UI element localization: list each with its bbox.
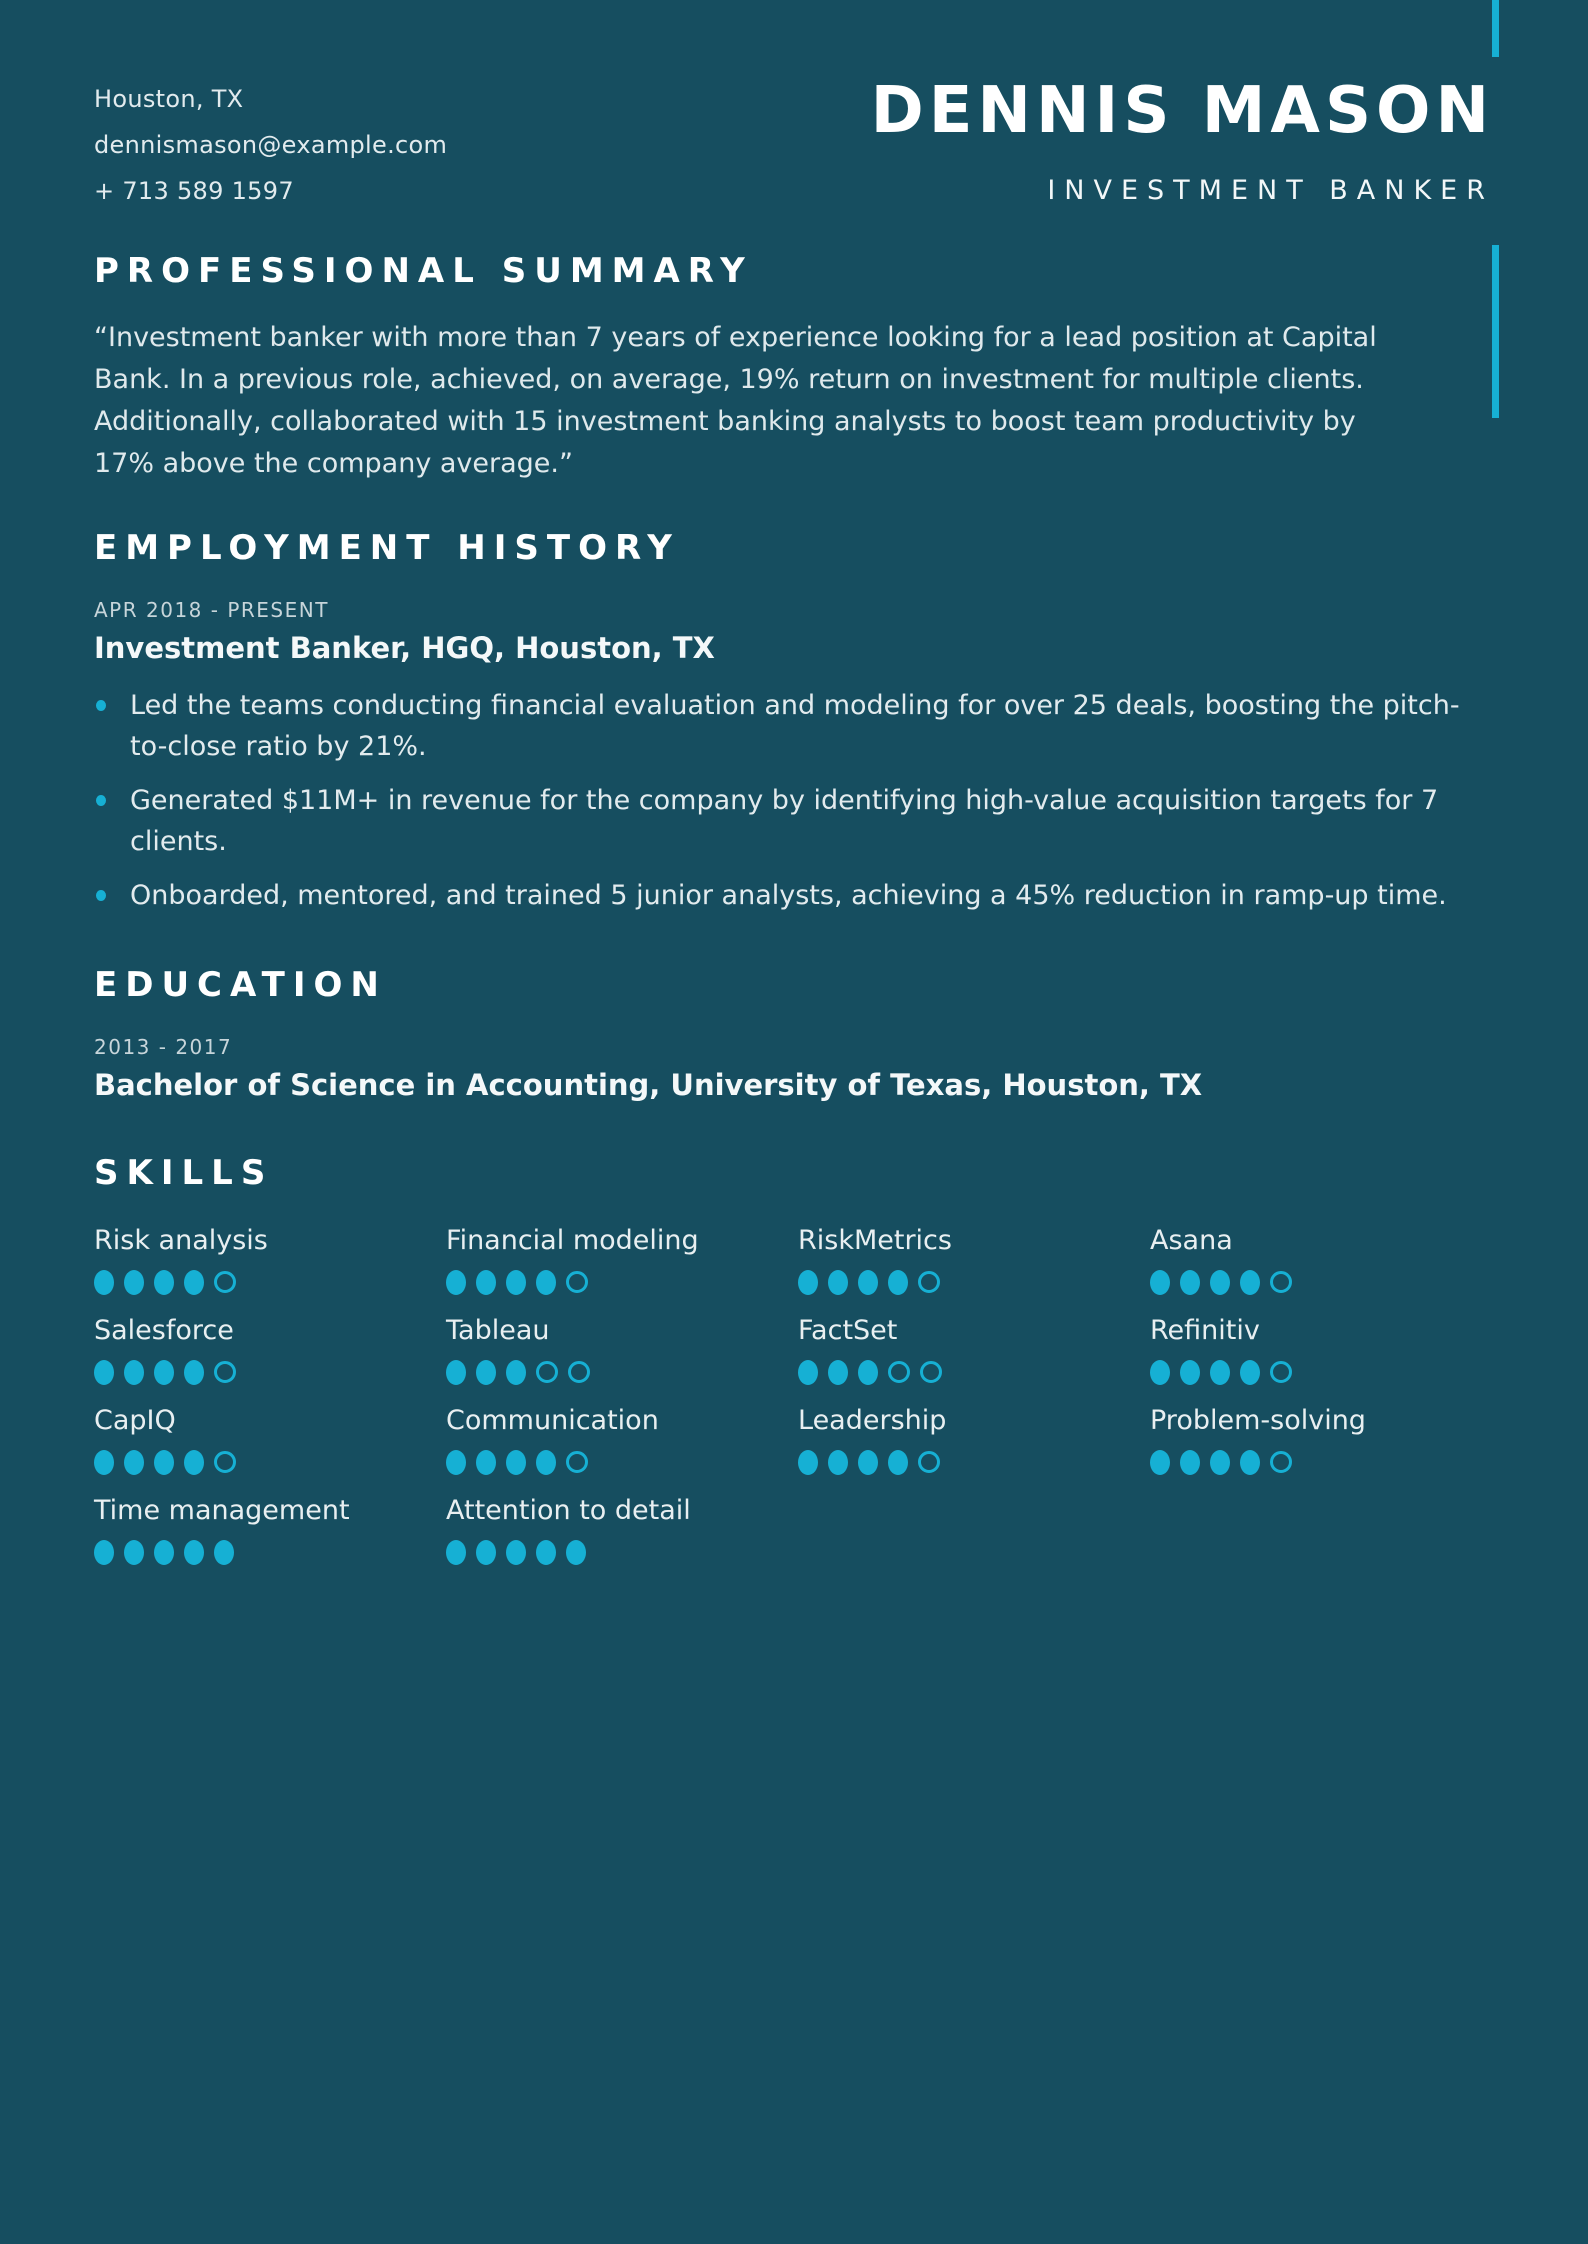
skill-name: FactSet	[798, 1315, 898, 1347]
skill-dot-filled-icon	[828, 1270, 848, 1295]
job-dates: APR 2018 - PRESENT	[94, 598, 329, 623]
skill-dot-empty-icon	[1270, 1451, 1292, 1473]
skill-name: RiskMetrics	[798, 1225, 952, 1257]
skill-dot-filled-icon	[476, 1360, 496, 1385]
skill-dot-empty-icon	[568, 1361, 590, 1383]
skill-dot-filled-icon	[1150, 1270, 1170, 1295]
summary-heading: PROFESSIONAL SUMMARY	[94, 251, 753, 291]
skill-rating	[94, 1539, 446, 1565]
skill-dot-filled-icon	[94, 1270, 114, 1295]
skill-dot-filled-icon	[506, 1360, 526, 1385]
skill-rating	[1150, 1449, 1502, 1475]
education-heading: EDUCATION	[94, 965, 387, 1006]
accent-line-top	[1492, 0, 1499, 57]
education-dates: 2013 - 2017	[94, 1035, 233, 1060]
skill-item	[446, 1405, 798, 1475]
skill-item	[1150, 1405, 1502, 1475]
education-list	[94, 1035, 1494, 1102]
job-bullets	[94, 685, 1494, 916]
education-section	[94, 966, 1494, 1102]
job-bullet-text: Led the teams conducting financial evaluation and modeling for over 25 deals, boosting the pitch-to-close ratio by 21%.	[130, 690, 1460, 763]
employment-history-section	[94, 529, 1494, 916]
skill-dot-filled-icon	[184, 1360, 204, 1385]
skill-name: Financial modeling	[446, 1225, 699, 1257]
skill-item	[1150, 1225, 1502, 1295]
skill-dot-filled-icon	[154, 1270, 174, 1295]
skill-dot-filled-icon	[214, 1540, 234, 1565]
skill-dot-filled-icon	[1240, 1450, 1260, 1475]
job-bullet-item	[94, 875, 1460, 916]
skill-dot-filled-icon	[184, 1450, 204, 1475]
education-degree: Bachelor of Science in Accounting, University of Texas, Houston, TX	[94, 1068, 1203, 1103]
contact-location: Houston, TX	[94, 85, 244, 113]
skill-dot-filled-icon	[1150, 1360, 1170, 1385]
skill-dot-filled-icon	[536, 1540, 556, 1565]
skill-dot-filled-icon	[858, 1450, 878, 1475]
skill-dot-filled-icon	[446, 1450, 466, 1475]
skill-rating	[798, 1269, 1150, 1295]
skill-rating	[446, 1539, 798, 1565]
skill-dot-filled-icon	[476, 1270, 496, 1295]
skill-dot-filled-icon	[476, 1450, 496, 1475]
skill-dot-empty-icon	[920, 1361, 942, 1383]
skill-dot-filled-icon	[858, 1270, 878, 1295]
skill-dot-filled-icon	[124, 1360, 144, 1385]
skill-dot-filled-icon	[154, 1360, 174, 1385]
skills-section	[94, 1154, 1494, 1565]
skill-rating	[446, 1449, 798, 1475]
skill-dot-filled-icon	[94, 1540, 114, 1565]
job-title: Investment Banker, HGQ, Houston, TX	[94, 631, 715, 666]
skill-dot-empty-icon	[918, 1271, 940, 1293]
skill-name: Asana	[1150, 1225, 1233, 1257]
skill-name: Refinitiv	[1150, 1315, 1260, 1347]
skill-dot-filled-icon	[536, 1270, 556, 1295]
skill-item	[446, 1225, 798, 1295]
skill-dot-filled-icon	[1180, 1450, 1200, 1475]
skill-dot-filled-icon	[154, 1540, 174, 1565]
skill-name: Tableau	[446, 1315, 550, 1347]
skill-dot-empty-icon	[566, 1271, 588, 1293]
skill-dot-empty-icon	[536, 1361, 558, 1383]
skill-dot-filled-icon	[1210, 1270, 1230, 1295]
skill-dot-filled-icon	[798, 1450, 818, 1475]
skill-rating	[798, 1449, 1150, 1475]
skill-rating	[1150, 1269, 1502, 1295]
skill-dot-filled-icon	[506, 1270, 526, 1295]
skill-dot-filled-icon	[1180, 1360, 1200, 1385]
skill-item	[798, 1405, 1150, 1475]
skill-item	[446, 1315, 798, 1385]
skill-dot-filled-icon	[798, 1270, 818, 1295]
identity-block	[870, 74, 1494, 207]
skill-name: CapIQ	[94, 1405, 176, 1437]
skill-name: Communication	[446, 1405, 659, 1437]
skill-dot-filled-icon	[184, 1270, 204, 1295]
skill-name: Leadership	[798, 1405, 947, 1437]
skill-dot-filled-icon	[828, 1450, 848, 1475]
skill-dot-empty-icon	[888, 1361, 910, 1383]
header	[94, 76, 1494, 214]
skill-dot-filled-icon	[446, 1540, 466, 1565]
skill-dot-filled-icon	[94, 1450, 114, 1475]
contact-info	[94, 76, 447, 214]
skill-dot-filled-icon	[888, 1270, 908, 1295]
skill-dot-filled-icon	[798, 1360, 818, 1385]
skill-dot-filled-icon	[1210, 1360, 1230, 1385]
skill-dot-filled-icon	[446, 1360, 466, 1385]
skill-dot-filled-icon	[124, 1450, 144, 1475]
job-bullet-item	[94, 780, 1460, 862]
employment-heading: EMPLOYMENT HISTORY	[94, 528, 680, 569]
skill-dot-filled-icon	[184, 1540, 204, 1565]
skill-rating	[94, 1359, 446, 1385]
skill-dot-filled-icon	[124, 1540, 144, 1565]
skill-name: Problem-solving	[1150, 1405, 1366, 1437]
skill-dot-filled-icon	[1210, 1450, 1230, 1475]
skill-item	[94, 1315, 446, 1385]
skill-dot-filled-icon	[888, 1450, 908, 1475]
skill-dot-filled-icon	[506, 1450, 526, 1475]
skills-grid	[94, 1225, 1502, 1565]
skill-dot-empty-icon	[918, 1451, 940, 1473]
bullet-dot-icon	[96, 700, 106, 711]
skill-item	[798, 1315, 1150, 1385]
skill-dot-filled-icon	[828, 1360, 848, 1385]
summary-text: “Investment banker with more than 7 years of experience looking for a lead position at Capital Bank. In a previous role, achieved, on average, 19% return on investment for multiple clients. Additionally, collaborated with 15 investment banking analysts to boost team productivity by 17% above the company average.”	[94, 322, 1377, 480]
contact-email: dennismason@example.com	[94, 131, 448, 159]
skill-rating	[446, 1359, 798, 1385]
skill-dot-filled-icon	[506, 1540, 526, 1565]
skill-dot-filled-icon	[94, 1360, 114, 1385]
skill-dot-filled-icon	[1240, 1270, 1260, 1295]
skill-rating	[1150, 1359, 1502, 1385]
skills-heading: SKILLS	[94, 1153, 274, 1194]
skill-dot-empty-icon	[214, 1271, 236, 1293]
skill-name: Attention to detail	[446, 1495, 691, 1527]
skill-item	[94, 1405, 446, 1475]
job-bullet-item	[94, 685, 1460, 767]
skill-item	[94, 1225, 446, 1295]
skill-dot-filled-icon	[858, 1360, 878, 1385]
skill-name: Time management	[94, 1495, 350, 1527]
skill-dot-filled-icon	[1240, 1360, 1260, 1385]
skill-dot-filled-icon	[536, 1450, 556, 1475]
skill-dot-empty-icon	[214, 1361, 236, 1383]
skill-rating	[94, 1449, 446, 1475]
skill-rating	[446, 1269, 798, 1295]
skill-name: Salesforce	[94, 1315, 234, 1347]
accent-line-summary	[1492, 245, 1499, 418]
skill-rating	[94, 1269, 446, 1295]
candidate-name: DENNIS MASON	[870, 74, 1494, 148]
skill-item	[798, 1225, 1150, 1295]
skill-dot-empty-icon	[1270, 1361, 1292, 1383]
skill-item	[446, 1495, 798, 1565]
professional-summary-section	[94, 252, 1494, 485]
skill-dot-filled-icon	[154, 1450, 174, 1475]
skill-dot-empty-icon	[1270, 1271, 1292, 1293]
job-bullet-text: Onboarded, mentored, and trained 5 junior analysts, achieving a 45% reduction in ramp-up time.	[130, 880, 1447, 912]
skill-dot-empty-icon	[566, 1451, 588, 1473]
skill-dot-filled-icon	[1150, 1450, 1170, 1475]
skill-dot-filled-icon	[476, 1540, 496, 1565]
candidate-title: INVESTMENT BANKER	[1047, 175, 1494, 207]
skill-rating	[798, 1359, 1150, 1385]
skill-item	[1150, 1315, 1502, 1385]
skill-item	[94, 1495, 446, 1565]
contact-phone: + 713 589 1597	[94, 177, 294, 205]
skill-dot-filled-icon	[566, 1540, 586, 1565]
skill-dot-filled-icon	[1180, 1270, 1200, 1295]
skill-dot-filled-icon	[124, 1270, 144, 1295]
skill-dot-filled-icon	[446, 1270, 466, 1295]
jobs-list	[94, 598, 1494, 916]
job-bullet-text: Generated $11M+ in revenue for the company by identifying high-value acquisition targets for 7 clients.	[130, 785, 1439, 858]
skill-dot-empty-icon	[214, 1451, 236, 1473]
bullet-dot-icon	[96, 795, 106, 806]
skill-name: Risk analysis	[94, 1225, 268, 1257]
bullet-dot-icon	[96, 890, 106, 901]
